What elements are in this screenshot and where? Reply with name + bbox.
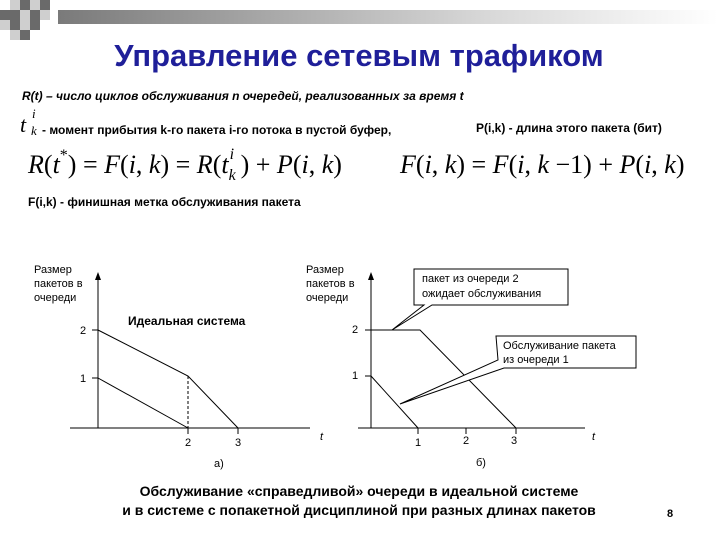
graph-a-ylabel-1: Размер (34, 264, 72, 276)
graph-b-ytick-label-2: 2 (352, 324, 359, 336)
graph-a-xtick-label-2: 2 (185, 437, 192, 449)
callout-queue2-line-2: ожидает обслуживания (422, 288, 542, 300)
graph-b-ytick-label-1: 1 (352, 370, 359, 382)
callout-queue1-line-1: Обслуживание пакета (503, 340, 616, 352)
graph-a (34, 264, 324, 470)
graph-a-x-axis-label: t (320, 431, 324, 443)
formula-rt-equation: R(t*) = F(i, k) = R(t i k ) + P(i, k) (28, 146, 342, 184)
caption-line-1: Обслуживание «справедливой» очереди в идеальной системе (139, 483, 579, 499)
graph-a-xtick-label-3: 3 (235, 437, 242, 449)
page-number: 8 (667, 508, 674, 520)
callout-queue1-line-2: из очереди 1 (503, 354, 569, 366)
graph-b-xtick-label-1: 1 (415, 437, 422, 449)
graph-b-queue1-line (371, 376, 418, 428)
graph-b-y-arrow (368, 272, 374, 280)
definition-pik: P(i,k) - длина этого пакета (бит) (476, 121, 662, 135)
graph-a-ytick-label-2: 2 (80, 325, 87, 337)
graph-b-ylabel-3: очереди (306, 292, 349, 304)
definition-fik: F(i,k) - финишная метка обслуживания пакета (28, 195, 301, 209)
graph-a-ylabel-2: пакетов в (34, 278, 83, 290)
definition-tk: - момент прибытия k-го пакета i-го потока в пустой буфер, (42, 123, 392, 137)
callout-queue2-line-1: пакет из очереди 2 (422, 273, 519, 285)
callout-queue2-waiting (392, 269, 568, 330)
graph-a-ytick-label-1: 1 (80, 373, 87, 385)
graph-a-system-label: Идеальная система (128, 314, 246, 328)
graph-a-caption: а) (214, 458, 224, 470)
graph-a-queue1-line (98, 378, 188, 428)
slide-title: Управление сетевым трафиком (114, 38, 604, 73)
graph-b-xtick-label-2: 2 (463, 435, 470, 447)
definition-rt: R(t) – число циклов обслуживания n очередей, реализованных за время t (22, 89, 464, 103)
graph-b-queue2-line (371, 330, 516, 428)
graph-b (306, 264, 636, 469)
graph-b-ylabel-2: пакетов в (306, 278, 355, 290)
caption-line-2: и в системе с попакетной дисциплиной при разных длинах пакетов (122, 502, 596, 518)
formula-f-recursion: F(i, k) = F(i, k −1) + P(i, k) (400, 150, 685, 179)
graph-b-ylabel-1: Размер (306, 264, 344, 276)
graph-b-caption: б) (476, 457, 486, 469)
graph-a-y-arrow (95, 272, 101, 280)
graph-b-xtick-label-3: 3 (511, 435, 518, 447)
graph-a-ylabel-3: очереди (34, 292, 77, 304)
slide-caption (0, 482, 718, 520)
graph-a-queue2-line (98, 330, 238, 428)
graph-b-x-axis-label: t (592, 431, 596, 443)
formula-tk-symbol: t i k (20, 106, 37, 138)
